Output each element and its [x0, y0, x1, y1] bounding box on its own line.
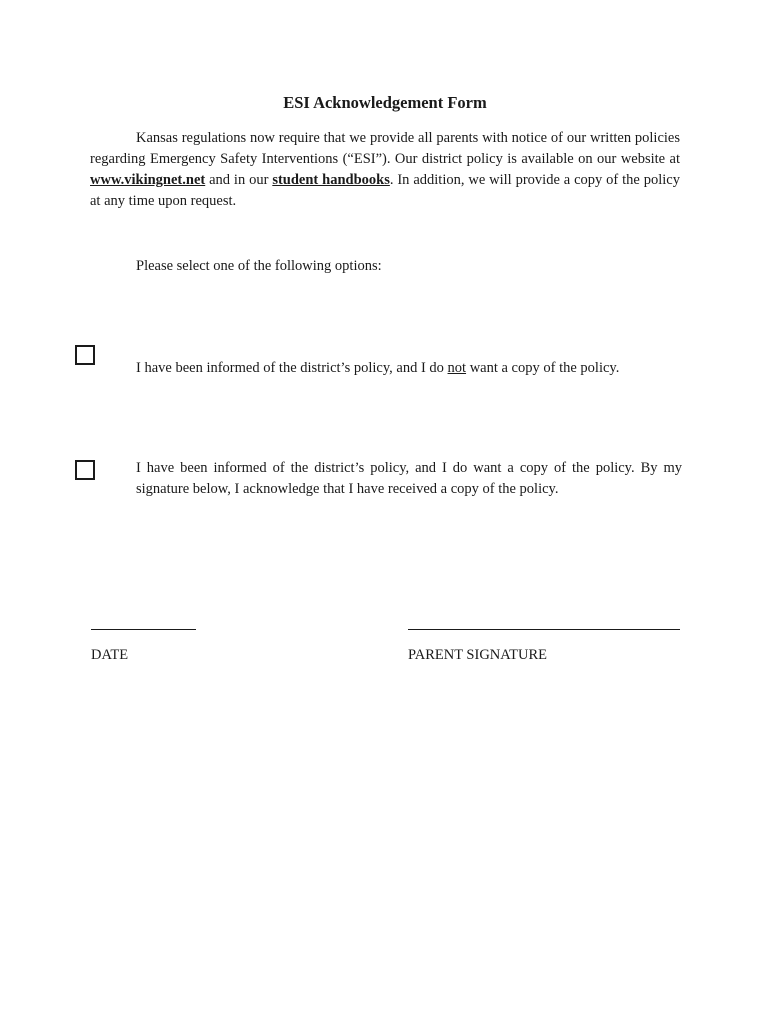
option-no-copy-text-2: want a copy of the policy. [466, 360, 620, 376]
option-no-copy-text-1: I have been informed of the district’s policy, and I do [136, 360, 448, 376]
option-want-copy-label: I have been informed of the district’s policy, and I do want a copy of the policy. By my signature below, I acknowledge that I have received a copy of the policy. [136, 460, 682, 497]
want-copy-checkbox[interactable] [75, 460, 95, 480]
intro-text-2: and in our [205, 172, 273, 188]
no-copy-checkbox[interactable] [75, 345, 95, 365]
parent-signature-label: PARENT SIGNATURE [408, 647, 547, 663]
form-title: ESI Acknowledgement Form [283, 93, 487, 112]
intro-paragraph [90, 128, 680, 212]
parent-signature-line[interactable] [408, 629, 680, 630]
date-label: DATE [91, 647, 129, 663]
handbook-link[interactable]: student handbooks [272, 172, 390, 188]
intro-text-1: Kansas regulations now require that we provide all parents with notice of our written policies regarding Emergency Safety Interventions (“ESI”). Our district policy is available on our website at [90, 130, 680, 167]
options-prompt: Please select one of the following options: [136, 258, 382, 274]
website-link[interactable]: www.vikingnet.net [90, 172, 206, 188]
option-no-copy-emphasis: not [447, 360, 467, 376]
date-line[interactable] [91, 629, 196, 630]
intro-text-3: . In addition, we will provide a copy of the policy at any time upon request. [90, 172, 680, 209]
option-no-copy-label [136, 358, 682, 379]
